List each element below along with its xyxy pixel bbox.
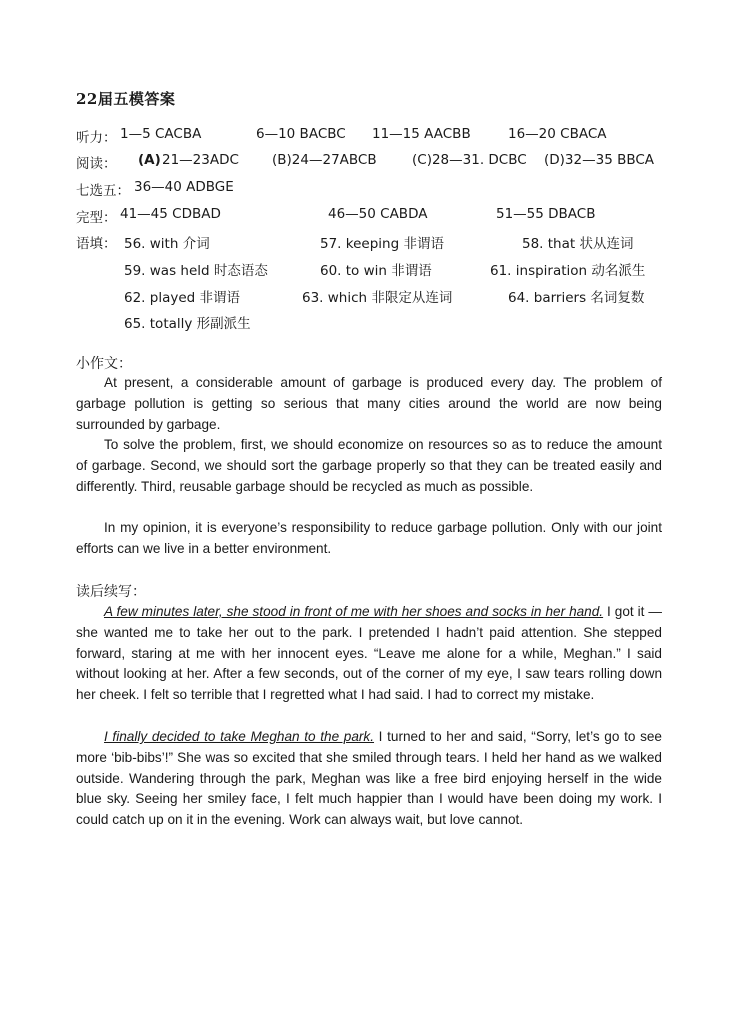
cloze-item: 41—45 CDBAD bbox=[120, 206, 221, 222]
grammar-item: 63. which 非限定从连词 bbox=[302, 290, 453, 306]
paragraph-body: I turned to her and said, “Sorry, let’s go to see more ‘bib-bibs’!” She was so excited that she smiled through tears. I held her hand as we walked outside. Wandering through the park, Meghan was like a free bird enjoying herself in the wide blue sky. Seeing her smiley face, I felt much happier than I would have been doing my work. I could catch up on it in the evening. Work can always wait, but love cannot. bbox=[76, 729, 662, 828]
reading-item: (B)24—27ABCB bbox=[272, 152, 377, 168]
paragraph-lead-sentence: I finally decided to take Meghan to the park. bbox=[104, 729, 375, 744]
grammar-item: 57. keeping 非谓语 bbox=[320, 236, 444, 252]
reading-label: 阅读： bbox=[76, 156, 117, 172]
short-essay-paragraph: To solve the problem, first, we should economize on resources so as to reduce the amount of garbage. Second, we should sort the garbage properly so that they can be treated easily and differently. Third, reusable garbage should be recycled as much as possible. bbox=[76, 437, 662, 494]
grammar-item: 65. totally 形副派生 bbox=[124, 316, 251, 332]
short-essay-paragraph: In my opinion, it is everyone’s responsibility to reduce garbage pollution. Only with our joint efforts can we live in a better environment. bbox=[76, 520, 662, 556]
continuation-heading: 读后续写： bbox=[76, 584, 146, 600]
grammar-item: 62. played 非谓语 bbox=[124, 290, 241, 306]
reading-item: (D)32—35 BBCA bbox=[544, 152, 655, 168]
grammar-item: 58. that 状从连词 bbox=[522, 236, 634, 252]
paragraph-lead-sentence: A few minutes later, she stood in front of me with her shoes and socks in her hand. bbox=[104, 604, 604, 619]
continuation-paragraph-1 bbox=[76, 602, 662, 706]
cloze-label: 完型： bbox=[76, 210, 117, 226]
grammar-item: 64. barriers 名词复数 bbox=[508, 290, 645, 306]
paragraph-body: I got it — she wanted me to take her out to the park. I pretended I hadn’t paid attention. She stepped forward, staring at me with her innocent eyes. “Leave me alone for a while, Meghan.” I said without looking at her. After a few seconds, out of the corner of my eye, I saw tears rolling down her cheek. I felt so terrible that I regretted what I had said. I had to correct my mistake. bbox=[76, 604, 663, 703]
short-essay-paragraph: At present, a considerable amount of garbage is produced every day. The problem of garbage pollution is getting so serious that many cities around the world are now being surrounded by garbage. bbox=[76, 375, 662, 432]
grammar-label: 语填： bbox=[76, 236, 117, 252]
reading-item: (C)28—31. DCBC bbox=[412, 152, 527, 168]
cloze-item: 46—50 CABDA bbox=[328, 206, 428, 222]
cloze-item: 51—55 DBACB bbox=[496, 206, 596, 222]
listening-item: 1—5 CACBA bbox=[120, 126, 202, 142]
grammar-item: 56. with 介词 bbox=[124, 236, 210, 252]
listening-label: 听力： bbox=[76, 130, 117, 146]
listening-item: 6—10 BACBC bbox=[256, 126, 346, 142]
listening-item: 16—20 CBACA bbox=[508, 126, 607, 142]
reading-item: 21—23ADC bbox=[162, 152, 239, 168]
grammar-item: 59. was held 时态语态 bbox=[124, 263, 268, 279]
grammar-item: 60. to win 非谓语 bbox=[320, 263, 432, 279]
continuation-paragraph-2 bbox=[76, 727, 662, 831]
reading-section-a: (A) bbox=[138, 152, 161, 168]
short-essay-heading: 小作文： bbox=[76, 356, 132, 372]
listening-item: 11—15 AACBB bbox=[372, 126, 471, 142]
page-title: 22届五模答案 bbox=[76, 90, 176, 108]
seven-choose-five-label: 七选五： bbox=[76, 183, 130, 199]
grammar-item: 61. inspiration 动名派生 bbox=[490, 263, 646, 279]
seven-choose-five-answer: 36—40 ADBGE bbox=[134, 179, 234, 195]
